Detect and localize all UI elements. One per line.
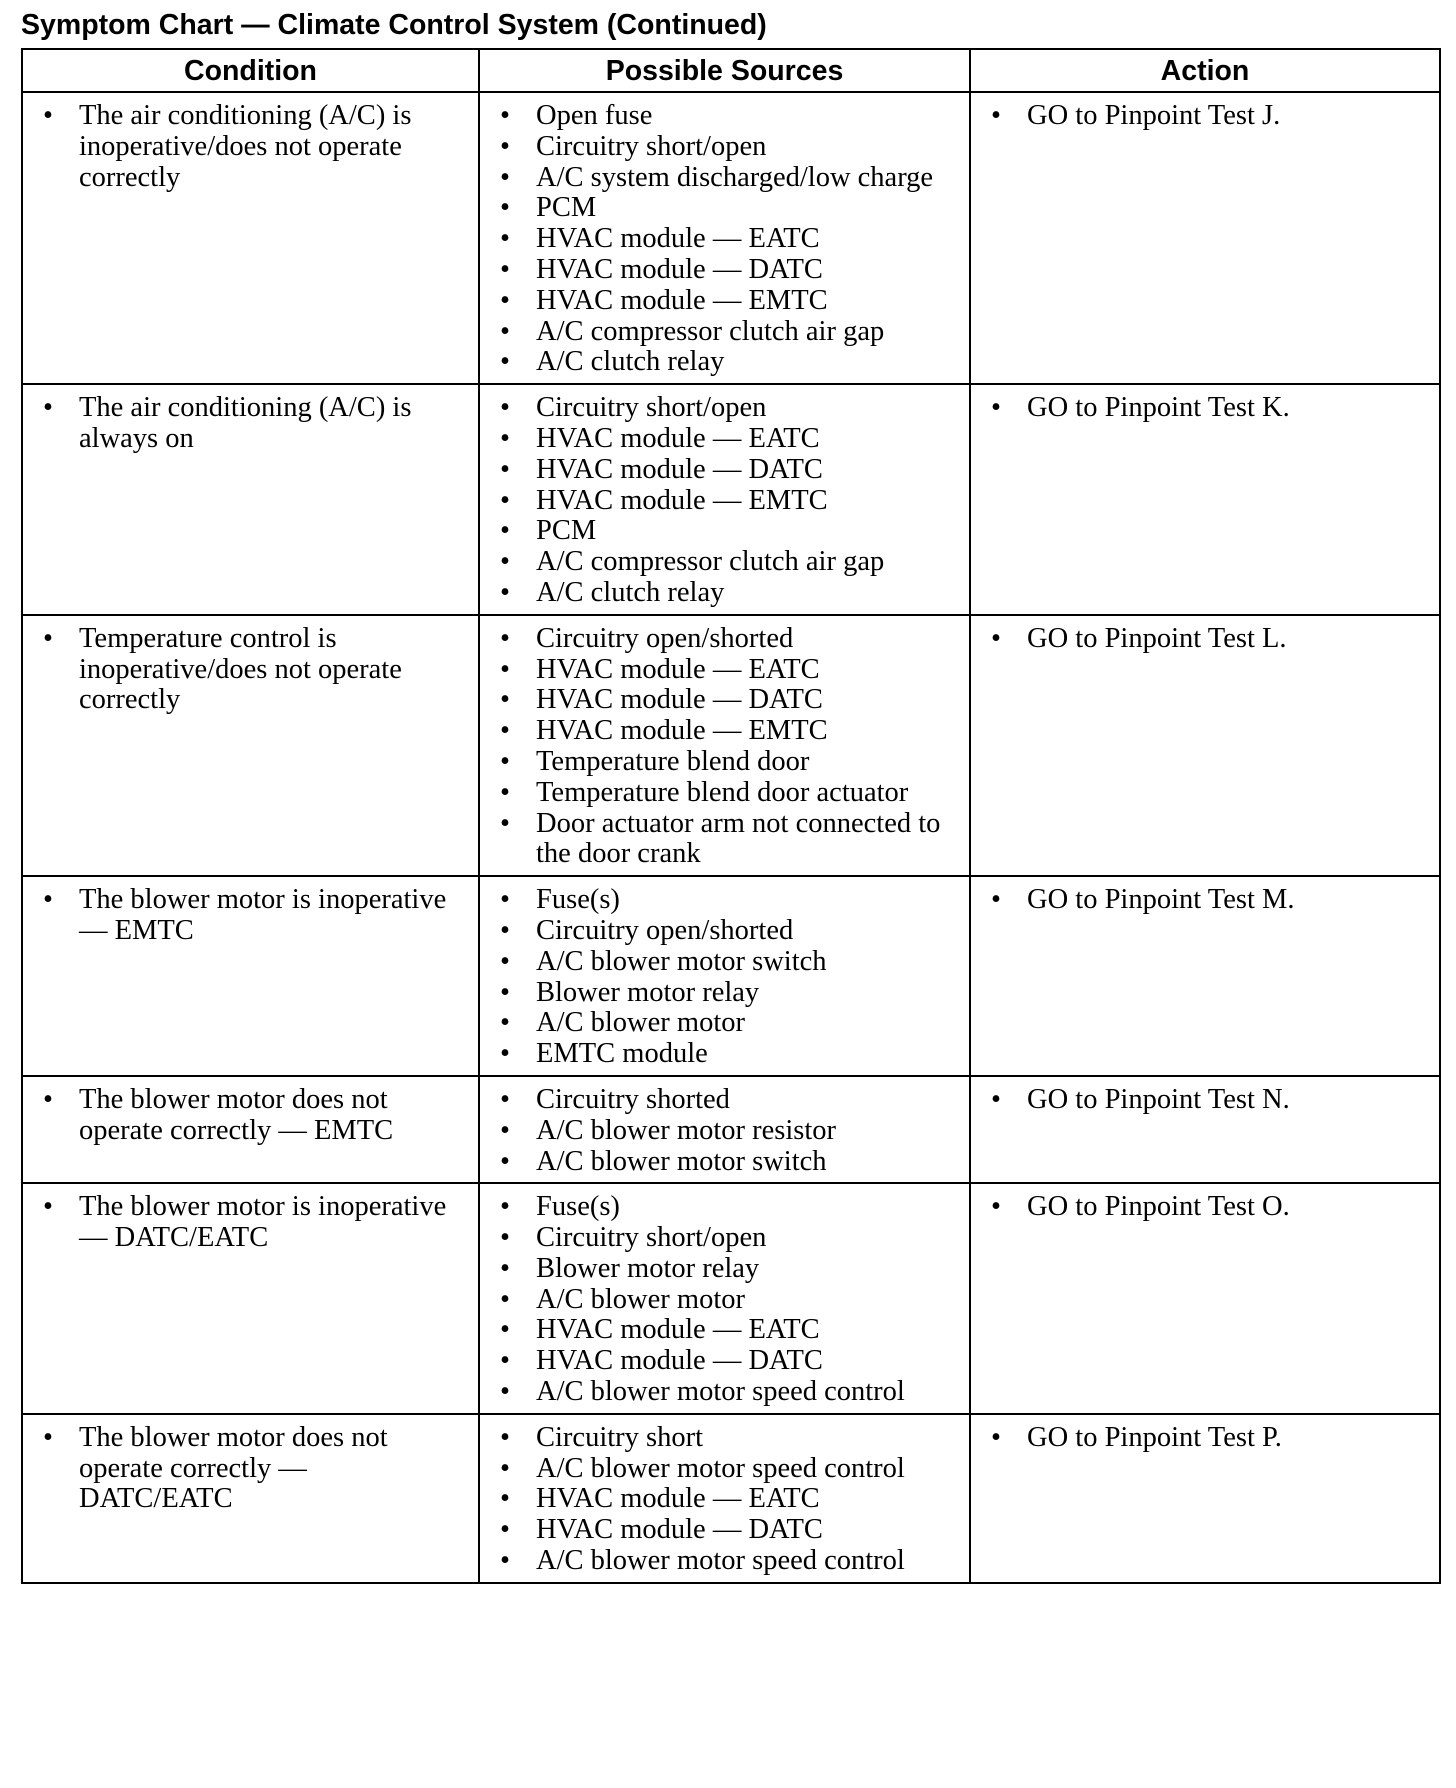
condition-cell: [22, 92, 479, 384]
bullet-icon: •: [500, 192, 510, 224]
list-item-text: GO to Pinpoint Test O.: [1027, 1191, 1290, 1223]
list-item-text: Circuitry short: [536, 1421, 704, 1453]
bullet-icon: •: [500, 130, 510, 162]
bullet-list: [23, 93, 478, 198]
list-item-text: HVAC module — DATC: [536, 684, 823, 716]
bullet-icon: •: [43, 392, 53, 424]
chart-title: Symptom Chart — Climate Control System (Continued): [21, 9, 767, 41]
bullet-list: [971, 1077, 1439, 1121]
bullet-icon: •: [991, 1421, 1001, 1453]
list-item: [480, 1223, 957, 1254]
action-cell: [970, 1183, 1440, 1414]
list-item-text: Fuse(s): [536, 884, 620, 916]
condition-header: Condition: [22, 49, 479, 92]
bullet-list: [971, 93, 1439, 137]
possible-sources-cell: [479, 1414, 970, 1583]
bullet-icon: •: [500, 945, 510, 977]
bullet-icon: •: [500, 776, 510, 808]
list-item: [971, 885, 1419, 916]
bullet-icon: •: [500, 1114, 510, 1146]
list-item: [480, 224, 957, 255]
bullet-list: [480, 1077, 969, 1182]
list-item-text: A/C blower motor speed control: [536, 1545, 905, 1577]
list-item: [971, 101, 1419, 132]
bullet-icon: •: [500, 715, 510, 747]
list-item: [480, 393, 957, 424]
bullet-icon: •: [500, 546, 510, 578]
bullet-list: [480, 616, 969, 875]
bullet-icon: •: [500, 484, 510, 516]
list-item: [480, 1423, 957, 1454]
list-item-text: The air conditioning (A/C) is always on: [79, 392, 412, 454]
symptom-table: [21, 48, 1441, 1584]
bullet-list: [971, 616, 1439, 660]
list-item: [480, 486, 957, 517]
list-item: [480, 347, 957, 378]
list-item: [23, 1423, 466, 1515]
bullet-list: [480, 877, 969, 1075]
list-item-text: Open fuse: [536, 100, 653, 131]
possible-sources-cell: [479, 615, 970, 876]
bullet-icon: •: [500, 576, 510, 608]
list-item: [480, 1315, 957, 1346]
table-row: [22, 1183, 1440, 1414]
list-item-text: Blower motor relay: [536, 1252, 760, 1284]
bullet-icon: •: [500, 914, 510, 946]
bullet-icon: •: [500, 1283, 510, 1315]
list-item: [480, 809, 957, 871]
list-item-text: HVAC module — EATC: [536, 1483, 820, 1515]
bullet-icon: •: [500, 745, 510, 777]
list-item: [480, 947, 957, 978]
bullet-icon: •: [991, 1083, 1001, 1115]
list-item-text: HVAC module — DATC: [536, 453, 823, 485]
document-page: [21, 6, 1439, 1584]
list-item: [480, 1085, 957, 1116]
list-item: [480, 547, 957, 578]
list-item: [480, 1484, 957, 1515]
list-item: [480, 163, 957, 194]
list-item-text: PCM: [536, 515, 597, 547]
bullet-icon: •: [500, 100, 510, 131]
bullet-icon: •: [500, 807, 510, 839]
table-row: [22, 92, 1440, 384]
list-item: [23, 393, 466, 455]
bullet-icon: •: [500, 1483, 510, 1515]
list-item: [480, 655, 957, 686]
list-item-text: GO to Pinpoint Test N.: [1027, 1083, 1290, 1115]
list-item-text: HVAC module — EMTC: [536, 715, 828, 747]
condition-cell: [22, 615, 479, 876]
list-item-text: A/C compressor clutch air gap: [536, 546, 885, 578]
list-item-text: Door actuator arm not connected to the door crank: [536, 807, 941, 870]
list-item: [480, 1515, 957, 1546]
list-item-text: Blower motor relay: [536, 976, 760, 1008]
list-item-text: The blower motor does not operate correctly — EMTC: [79, 1083, 394, 1146]
bullet-icon: •: [500, 1222, 510, 1254]
bullet-icon: •: [500, 1514, 510, 1546]
list-item: [480, 1346, 957, 1377]
list-item-text: Circuitry open/shorted: [536, 914, 794, 946]
bullet-icon: •: [500, 346, 510, 378]
list-item-text: HVAC module — DATC: [536, 253, 823, 285]
list-item-text: A/C blower motor resistor: [536, 1114, 837, 1146]
bullet-list: [23, 877, 478, 952]
list-item-text: A/C compressor clutch air gap: [536, 315, 885, 347]
bullet-list: [971, 877, 1439, 921]
action-cell: [970, 92, 1440, 384]
bullet-icon: •: [43, 622, 53, 654]
list-item-text: Temperature blend door actuator: [536, 776, 909, 808]
list-item: [480, 1254, 957, 1285]
possible-sources-header: Possible Sources: [479, 49, 970, 92]
bullet-icon: •: [500, 1007, 510, 1039]
list-item-text: HVAC module — EATC: [536, 422, 820, 454]
list-item: [480, 132, 957, 163]
list-item: [971, 1085, 1419, 1116]
list-item-text: Temperature control is inoperative/does not operate correctly: [79, 622, 402, 716]
list-item: [480, 1377, 957, 1408]
list-item-text: HVAC module — EMTC: [536, 484, 828, 516]
bullet-list: [971, 1415, 1439, 1459]
bullet-icon: •: [991, 1191, 1001, 1223]
bullet-icon: •: [500, 284, 510, 316]
list-item: [480, 578, 957, 609]
list-item: [480, 916, 957, 947]
possible-sources-cell: [479, 1076, 970, 1183]
bullet-icon: •: [500, 392, 510, 424]
list-item: [23, 885, 466, 947]
list-item: [480, 1454, 957, 1485]
bullet-icon: •: [43, 100, 53, 131]
bullet-icon: •: [43, 1421, 53, 1453]
bullet-list: [971, 385, 1439, 429]
list-item-text: EMTC module: [536, 1038, 708, 1070]
list-item-text: A/C system discharged/low charge: [536, 161, 934, 193]
list-item-text: GO to Pinpoint Test P.: [1027, 1421, 1282, 1453]
list-item: [480, 1039, 957, 1070]
list-item-text: GO to Pinpoint Test L.: [1027, 622, 1287, 654]
list-item: [23, 101, 466, 193]
bullet-list: [23, 616, 478, 721]
list-item-text: HVAC module — EATC: [536, 223, 820, 255]
bullet-icon: •: [500, 253, 510, 285]
list-item-text: A/C blower motor switch: [536, 1145, 827, 1177]
list-item: [971, 393, 1419, 424]
bullet-icon: •: [500, 1191, 510, 1223]
list-item: [480, 317, 957, 348]
action-header: Action: [970, 49, 1440, 92]
bullet-icon: •: [43, 1191, 53, 1223]
list-item-text: Circuitry shorted: [536, 1083, 730, 1115]
possible-sources-cell: [479, 1183, 970, 1414]
bullet-icon: •: [991, 392, 1001, 424]
list-item: [480, 716, 957, 747]
possible-sources-cell: [479, 384, 970, 615]
list-item: [480, 516, 957, 547]
list-item: [480, 455, 957, 486]
list-item-text: A/C blower motor: [536, 1007, 745, 1039]
list-item: [23, 624, 466, 716]
bullet-icon: •: [43, 1083, 53, 1115]
list-item-text: The blower motor is inoperative — DATC/EATC: [79, 1191, 447, 1254]
list-item-text: A/C blower motor speed control: [536, 1452, 905, 1484]
header-row: [22, 49, 1440, 92]
bullet-list: [23, 1077, 478, 1152]
bullet-list: [480, 1184, 969, 1413]
bullet-icon: •: [500, 1314, 510, 1346]
list-item: [480, 778, 957, 809]
bullet-icon: •: [500, 1252, 510, 1284]
list-item: [480, 1546, 957, 1577]
bullet-icon: •: [500, 1145, 510, 1177]
list-item: [480, 1147, 957, 1178]
list-item-text: Circuitry short/open: [536, 130, 767, 162]
list-item-text: GO to Pinpoint Test K.: [1027, 392, 1290, 424]
table-row: [22, 384, 1440, 615]
list-item-text: A/C clutch relay: [536, 346, 725, 378]
list-item: [480, 1008, 957, 1039]
bullet-icon: •: [500, 884, 510, 916]
list-item-text: Temperature blend door: [536, 745, 810, 777]
condition-cell: [22, 1183, 479, 1414]
list-item-text: A/C blower motor switch: [536, 945, 827, 977]
list-item: [23, 1085, 466, 1147]
list-item: [480, 1116, 957, 1147]
list-item: [480, 193, 957, 224]
list-item: [480, 978, 957, 1009]
table-row: [22, 1414, 1440, 1583]
bullet-icon: •: [500, 315, 510, 347]
list-item: [480, 424, 957, 455]
possible-sources-cell: [479, 876, 970, 1076]
list-item-text: GO to Pinpoint Test J.: [1027, 100, 1281, 131]
bullet-icon: •: [500, 1345, 510, 1377]
bullet-icon: •: [500, 515, 510, 547]
bullet-icon: •: [500, 622, 510, 654]
bullet-icon: •: [500, 684, 510, 716]
bullet-icon: •: [500, 422, 510, 454]
list-item-text: GO to Pinpoint Test M.: [1027, 884, 1295, 916]
possible-sources-cell: [479, 92, 970, 384]
list-item-text: HVAC module — DATC: [536, 1514, 823, 1546]
list-item-text: PCM: [536, 192, 597, 224]
table-row: [22, 1076, 1440, 1183]
list-item: [480, 101, 957, 132]
bullet-icon: •: [500, 1083, 510, 1115]
list-item: [480, 255, 957, 286]
bullet-list: [480, 1415, 969, 1582]
condition-cell: [22, 1414, 479, 1583]
bullet-list: [971, 1184, 1439, 1228]
list-item-text: Fuse(s): [536, 1191, 620, 1223]
list-item-text: HVAC module — DATC: [536, 1345, 823, 1377]
condition-cell: [22, 876, 479, 1076]
list-item-text: HVAC module — EMTC: [536, 284, 828, 316]
bullet-icon: •: [991, 622, 1001, 654]
action-cell: [970, 1076, 1440, 1183]
bullet-icon: •: [991, 100, 1001, 131]
list-item: [480, 885, 957, 916]
bullet-icon: •: [500, 453, 510, 485]
list-item: [480, 1192, 957, 1223]
list-item: [480, 624, 957, 655]
action-cell: [970, 1414, 1440, 1583]
condition-cell: [22, 1076, 479, 1183]
action-cell: [970, 384, 1440, 615]
bullet-list: [23, 385, 478, 460]
list-item-text: The air conditioning (A/C) is inoperative/does not operate correctly: [79, 100, 412, 193]
action-cell: [970, 615, 1440, 876]
bullet-icon: •: [500, 653, 510, 685]
table-row: [22, 876, 1440, 1076]
list-item-text: A/C clutch relay: [536, 576, 725, 608]
list-item: [480, 1285, 957, 1316]
list-item-text: HVAC module — EATC: [536, 653, 820, 685]
table-body: [22, 92, 1440, 1583]
bullet-list: [23, 1184, 478, 1259]
action-cell: [970, 876, 1440, 1076]
list-item-text: The blower motor is inoperative — EMTC: [79, 884, 447, 946]
bullet-icon: •: [991, 884, 1001, 916]
list-item-text: HVAC module — EATC: [536, 1314, 820, 1346]
condition-cell: [22, 384, 479, 615]
bullet-icon: •: [43, 884, 53, 916]
bullet-icon: •: [500, 1038, 510, 1070]
bullet-list: [480, 385, 969, 614]
bullet-list: [480, 93, 969, 383]
list-item-text: Circuitry open/shorted: [536, 622, 794, 654]
bullet-icon: •: [500, 1545, 510, 1577]
bullet-icon: •: [500, 1421, 510, 1453]
list-item-text: Circuitry short/open: [536, 1222, 767, 1254]
list-item: [971, 624, 1419, 655]
list-item-text: A/C blower motor speed control: [536, 1376, 905, 1408]
list-item: [971, 1192, 1419, 1223]
list-item: [480, 747, 957, 778]
bullet-icon: •: [500, 223, 510, 255]
list-item-text: A/C blower motor: [536, 1283, 745, 1315]
bullet-icon: •: [500, 1376, 510, 1408]
list-item-text: Circuitry short/open: [536, 392, 767, 424]
bullet-icon: •: [500, 1452, 510, 1484]
list-item-text: The blower motor does not operate correctly — DATC/EATC: [79, 1421, 388, 1515]
list-item: [480, 685, 957, 716]
bullet-icon: •: [500, 161, 510, 193]
bullet-icon: •: [500, 976, 510, 1008]
list-item: [480, 286, 957, 317]
bullet-list: [23, 1415, 478, 1520]
table-row: [22, 615, 1440, 876]
list-item: [971, 1423, 1419, 1454]
list-item: [23, 1192, 466, 1254]
